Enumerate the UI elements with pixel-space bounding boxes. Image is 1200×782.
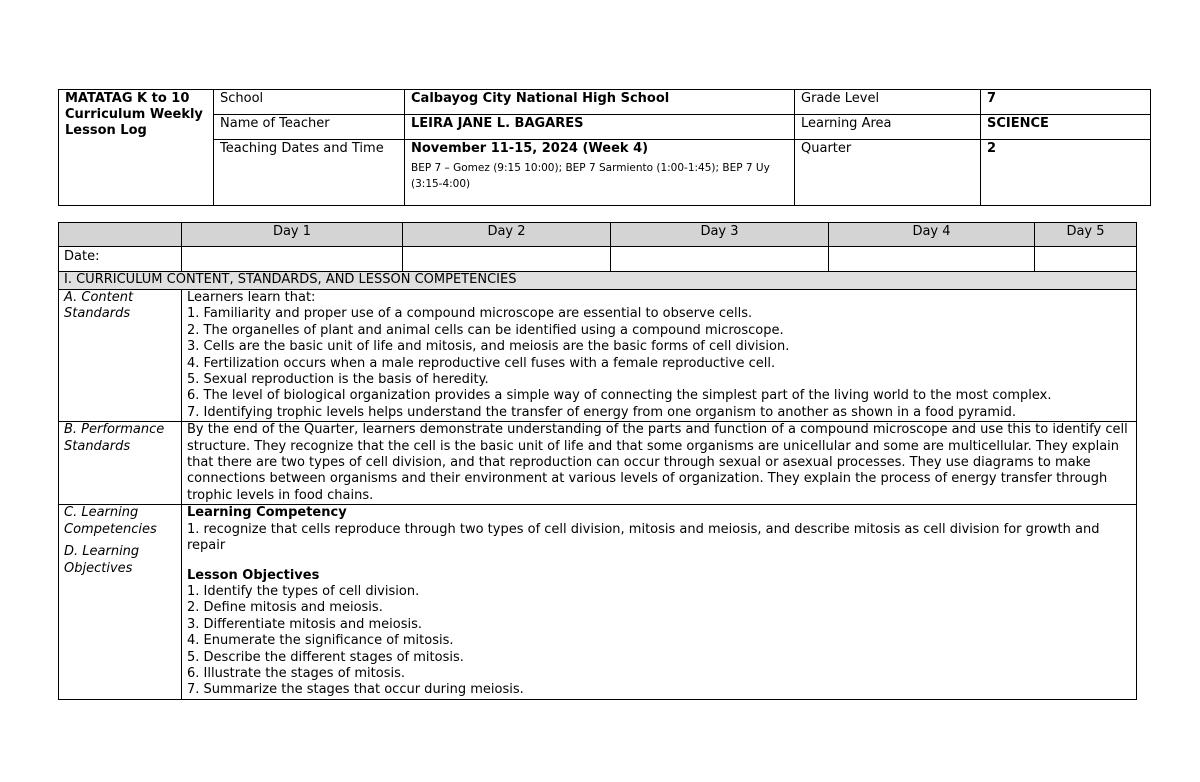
list-item: 5. Describe the different stages of mitosis. (187, 649, 464, 665)
list-item: 7. Identifying trophic levels helps understand the transfer of energy from one organism to another as shown in a food pyramid. (187, 404, 1017, 420)
day-header-row (59, 223, 1137, 247)
doc-title: MATATAG K to 10 Curriculum Weekly Lesson Log (59, 90, 214, 206)
competencies-label: C. Learning Competencies (64, 505, 157, 537)
day-header: Day 5 (1035, 223, 1137, 247)
date-cell[interactable] (611, 247, 829, 272)
schedule-text: BEP 7 – Gomez (9:15 10:00); BEP 7 Sarmiento (1:00-1:45); BEP 7 Uy (3:15-4:00) (411, 162, 770, 190)
day-header: Day 2 (403, 223, 611, 247)
competency-text: 1. recognize that cells reproduce through two types of cell division, mitosis and meiosis, and describe mitosis as cell division for growth and repair (187, 521, 1100, 554)
day-header: Day 3 (611, 223, 829, 247)
competencies-row (59, 505, 1137, 699)
teacher-label: Name of Teacher (214, 115, 405, 140)
performance-standards-text: By the end of the Quarter, learners demonstrate understanding of the parts and function of a compound microscope and use this to identify cell structure. They recognize that the cell is the basic unit of life and that some organisms are unicellular and some are multicellular. They explain that there are two types of cell division, and that reproduction can occur through sexual or asexual processes. They use diagrams to make connections between organisms and their environment at various levels of organization. They explain the process of energy transfer through trophic levels in food chains. (182, 422, 1137, 505)
quarter-value: 2 (981, 140, 1151, 206)
performance-standards-label: B. Performance Standards (59, 422, 182, 505)
list-item: 1. Identify the types of cell division. (187, 583, 420, 599)
day-header: Day 4 (829, 223, 1035, 247)
date-label: Date: (59, 247, 182, 272)
list-item: 1. Familiarity and proper use of a compound microscope are essential to observe cells. (187, 306, 753, 322)
grade-label: Grade Level (795, 90, 981, 115)
section-row (59, 272, 1137, 290)
area-value: SCIENCE (981, 115, 1151, 140)
list-item: 6. Illustrate the stages of mitosis. (187, 665, 405, 681)
content-standards-row (59, 290, 1137, 422)
performance-standards-row (59, 422, 1137, 505)
competency-title: Learning Competency (187, 505, 347, 521)
objectives-label: D. Learning Objectives (64, 544, 140, 576)
date-cell[interactable] (403, 247, 611, 272)
objectives-title: Lesson Objectives (187, 567, 320, 583)
school-label: School (214, 90, 405, 115)
quarter-label: Quarter (795, 140, 981, 206)
header-table (58, 89, 1151, 206)
day-header: Day 1 (182, 223, 403, 247)
dates-label: Teaching Dates and Time (214, 140, 405, 206)
dates-value: November 11-15, 2024 (Week 4) (411, 141, 649, 156)
list-item: 2. The organelles of plant and animal cells can be identified using a compound microscope. (187, 322, 784, 338)
grade-value: 7 (981, 90, 1151, 115)
competencies-label-cell (59, 505, 182, 699)
list-item: 6. The level of biological organization provides a simple way of connecting the simplest part of the living world to the most complex. (187, 388, 1052, 404)
school-value: Calbayog City National High School (405, 90, 795, 115)
competencies-cell (182, 505, 1137, 699)
list-item: 4. Fertilization occurs when a male reproductive cell fuses with a female reproductive cell. (187, 355, 776, 371)
section-title: I. CURRICULUM CONTENT, STANDARDS, AND LESSON COMPETENCIES (59, 272, 1137, 290)
content-standards-label: A. Content Standards (59, 290, 182, 422)
list-item: 5. Sexual reproduction is the basis of heredity. (187, 372, 489, 388)
date-cell[interactable] (829, 247, 1035, 272)
date-row (59, 247, 1137, 272)
list-item: 2. Define mitosis and meiosis. (187, 600, 383, 616)
content-standards-cell (182, 290, 1137, 422)
content-standards-intro: Learners learn that: (187, 290, 316, 305)
day-header-blank (59, 223, 182, 247)
teacher-value: LEIRA JANE L. BAGARES (405, 115, 795, 140)
area-label: Learning Area (795, 115, 981, 140)
date-cell[interactable] (1035, 247, 1137, 272)
list-item: 4. Enumerate the significance of mitosis. (187, 633, 454, 649)
lesson-log-table (58, 222, 1137, 700)
date-cell[interactable] (182, 247, 403, 272)
list-item: 7. Summarize the stages that occur during meiosis. (187, 682, 524, 698)
list-item: 3. Differentiate mitosis and meiosis. (187, 616, 423, 632)
dates-cell (405, 140, 795, 206)
list-item: 3. Cells are the basic unit of life and mitosis, and meiosis are the basic forms of cell division. (187, 339, 790, 355)
